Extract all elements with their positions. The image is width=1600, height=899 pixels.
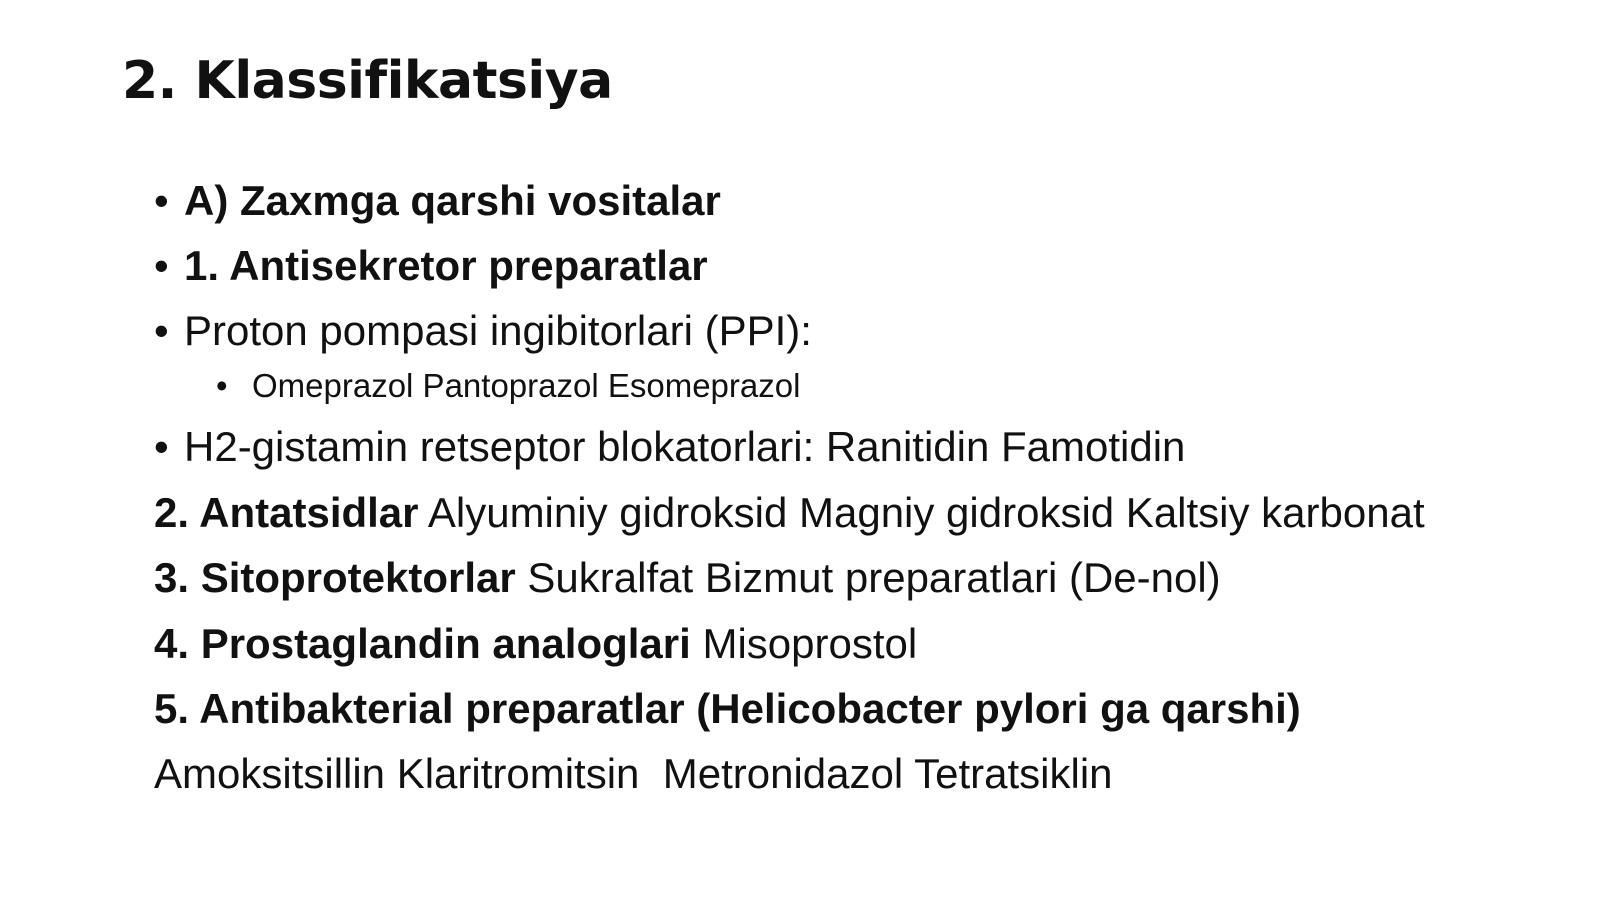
slide-title: 2. Klassifikatsiya [122,51,613,111]
numbered-item-sitoprotektorlar [154,552,1221,604]
sub-bullet-text: Omeprazol Pantoprazol Esomeprazol [252,367,801,404]
numbered-text: Alyuminiy gidroksid Magniy gidroksid Kaltsiy karbonat [418,489,1425,536]
bullet-glyph: • [154,423,169,470]
numbered-item-antatsidlar [154,487,1425,539]
bullet-item-h2 [154,421,1185,473]
numbered-item-prostaglandin [154,618,917,670]
bullet-glyph: • [154,307,169,354]
bullet-item-zaxm [154,175,721,227]
bullet-glyph: • [154,242,169,289]
bullet-text: H2-gistamin retseptor blokatorlari: Ranitidin Famotidin [184,423,1186,470]
numbered-heading: 5. Antibakterial preparatlar (Helicobacter pylori ga qarshi) [154,685,1301,732]
numbered-item-antibakterial [154,683,1301,735]
numbered-text: Sukralfat Bizmut preparatlari (De-nol) [515,554,1221,601]
bullet-glyph: • [154,177,169,224]
bullet-item-antisekretor [154,240,708,292]
bullet-text: Proton pompasi ingibitorlari (PPI): [184,307,812,354]
sub-bullet-ppi-drugs [216,365,800,407]
bullet-text: A) Zaxmga qarshi vositalar [184,177,721,224]
numbered-heading: 2. Antatsidlar [154,489,419,536]
bullet-item-ppi [154,305,812,357]
numbered-heading: 3. Sitoprotektorlar [154,554,516,601]
bullet-text: 1. Antisekretor preparatlar [184,242,708,289]
numbered-text: Amoksitsillin Klaritromitsin Metronidazol Tetratsiklin [154,750,1113,797]
numbered-heading: 4. Prostaglandin analoglari [154,620,691,667]
antibakterial-drugs-line [154,748,1113,800]
bullet-glyph: • [216,367,228,404]
numbered-text: Misoprostol [690,620,918,667]
